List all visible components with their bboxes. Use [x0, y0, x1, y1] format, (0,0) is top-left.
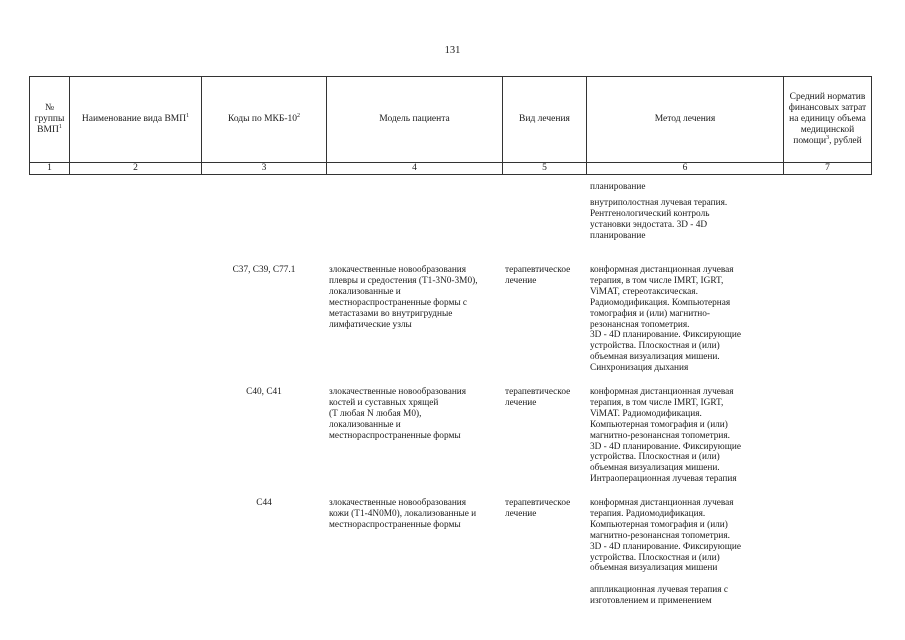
method-continuation: внутриполостная лучевая терапия. Рентгенологический контроль установки эндостата. 3D - 4D планирование [590, 198, 728, 241]
table-row-method: конформная дистанционная лучевая терапия, в том числе IMRT, IGRT, ViMAT. Радиомодификация. Компьютерная томография и (или) магнитно-резонансная топометрия. 3D - 4D планирование. Фиксирующие устройства. Плоскостная и (или) объемная визуализация мишени. Интраоперационная лучевая терапия [590, 387, 741, 485]
column-number: 4 [412, 163, 417, 173]
column-number: 3 [261, 163, 267, 173]
header-patient-model: Модель пациента [379, 113, 450, 124]
table-row-treatment-type: терапевтическое лечение [505, 498, 571, 519]
column-number: 5 [542, 163, 547, 173]
column-number: 7 [825, 163, 830, 173]
column-number: 2 [133, 163, 138, 173]
table-row-codes: C37, C39, C77.1 [232, 265, 296, 275]
header-vmp-name: Наименование вида ВМП$^1$ [81, 112, 190, 124]
table-row-treatment-type: терапевтическое лечение [505, 387, 571, 408]
table-row-patient-model: злокачественные новообразования кожи (T1-4N0M0), локализованные и местнораспространенные формы [329, 498, 477, 530]
table-row-codes: C44 [256, 498, 272, 508]
page-number: 131 [444, 45, 461, 56]
table-row-codes: C40, C41 [246, 387, 282, 397]
header-group-number: № группы ВМП$^1$ [34, 102, 65, 135]
column-number: 6 [682, 163, 688, 173]
table-row-method: конформная дистанционная лучевая терапия. Радиомодификация. Компьютерная томография и (или) магнитно-резонансная топометрия. 3D - 4D планирование. Фиксирующие устройства. Плоскостная и (или) объемная визуализация мишени [590, 498, 741, 574]
table-row-patient-model: злокачественные новообразования костей и суставных хрящей (T любая N любая M0), локализованные и местнораспространенные формы [329, 387, 467, 441]
header-treatment-method: Метод лечения [654, 113, 716, 124]
header-cost-standard: Средний норматив финансовых затрат на единицу объема медицинской помощи$^3$, рублей [788, 91, 867, 146]
table-row-treatment-type: терапевтическое лечение [505, 265, 571, 286]
header-icd-codes: Коды по МКБ-$10^2$ [227, 112, 301, 124]
column-number: 1 [47, 163, 52, 173]
header-treatment-type: Вид лечения [519, 113, 570, 124]
table-numbers-border [29, 174, 872, 175]
table-row-patient-model: злокачественные новообразования плевры и средостения (T1-3N0-3M0), локализованные и местнораспространенные формы с метастазами во внутригрудные лимфатические узлы [329, 265, 478, 330]
method-continuation: планирование [590, 182, 646, 192]
table-row-method: конформная дистанционная лучевая терапия, в том числе IMRT, IGRT, ViMAT, стереотаксическая. Радиомодификация. Компьютерная томография и (или) магнитно- резонансная топометрия. 3D - 4D планирование. Фиксирующие устройства. Плоскостная и (или) объемная визуализация мишени. Синхронизация дыхания [590, 265, 741, 374]
column-divider [871, 76, 872, 174]
table-row-method-extra: аппликационная лучевая терапия с изготовлением и применением [590, 585, 728, 606]
